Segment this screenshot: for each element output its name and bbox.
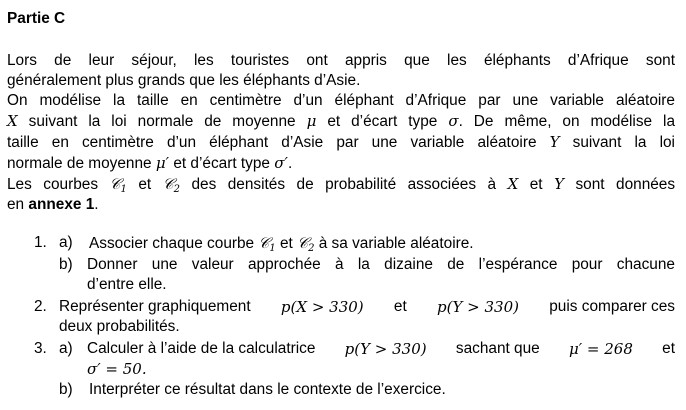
intro-line: en annexe 1. — [7, 196, 99, 213]
section-title: Partie C — [7, 10, 66, 27]
intro-paragraph — [7, 51, 675, 215]
var-x: X — [7, 112, 18, 130]
curve-c1: 𝒞$_1$ — [109, 175, 127, 195]
intro-line: Lors de leur séjour, les touristes ont appris que les éléphants d’Afrique sont — [7, 52, 675, 69]
var-sigma-prime: σ′ — [274, 154, 288, 172]
var-y: Y — [549, 133, 560, 151]
intro-line: taille en centimètre d’un éléphant d’Asie par une variable aléatoire Y suivant la loi — [7, 133, 675, 151]
intro-line: normale de moyenne μ′ et d’écart type σ′. — [7, 154, 293, 172]
intro-line: généralement plus grands que les éléphants d’Asie. — [7, 72, 361, 89]
annex-reference: annexe 1 — [28, 196, 95, 213]
exercise-page — [7, 9, 675, 215]
var-mu-prime: μ′ — [155, 154, 170, 172]
intro-line: X suivant la loi normale de moyenne μ et d’écart type σ. De même, on modélise la — [7, 112, 676, 130]
var-sigma: σ — [448, 112, 459, 130]
curve-c2: 𝒞$_2$ — [162, 175, 180, 195]
intro-line: On modélise la taille en centimètre d’un éléphant d’Afrique par une variable aléatoire — [7, 92, 675, 109]
intro-line: Les courbes 𝒞$_1$ et 𝒞$_2$ des densités de probabilité associées à X et Y sont données — [7, 175, 676, 195]
var-mu: μ — [306, 112, 317, 130]
